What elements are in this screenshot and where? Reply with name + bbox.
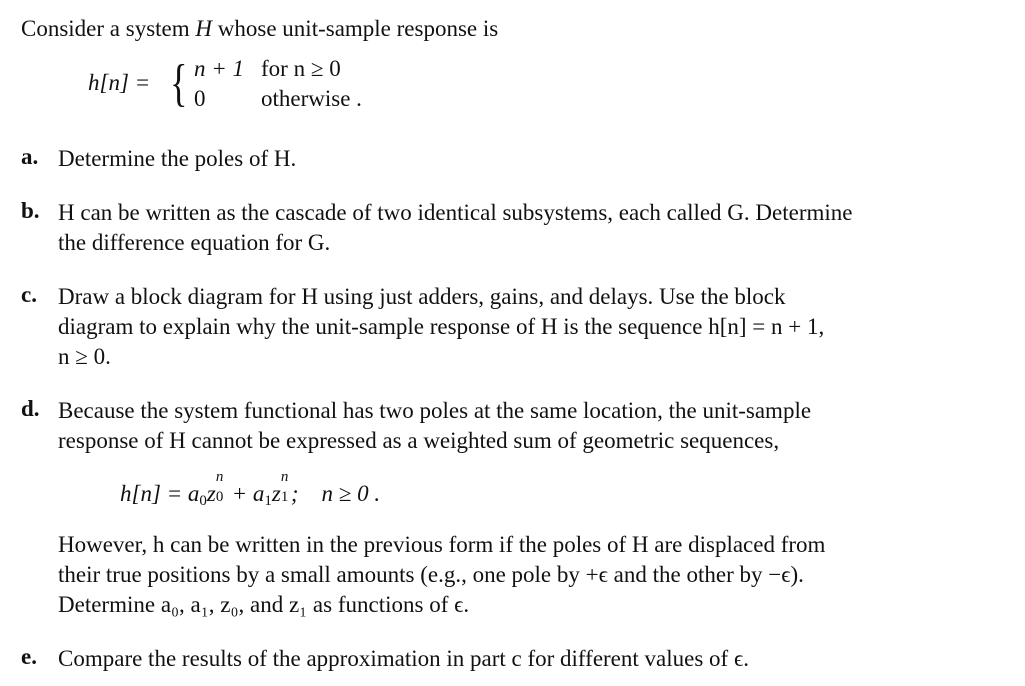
part-d-label: d.: [21, 396, 40, 421]
part-c-line3: n ≥ 0.: [58, 344, 111, 369]
piecewise-lhs: h[n] =: [88, 70, 151, 95]
piecewise-case2-value: 0: [194, 86, 206, 111]
intro-line: [21, 14, 498, 44]
part-e-text: Compare the results of the approximation in part c for different values of ϵ.: [58, 646, 750, 671]
eq-lhs: h[n] = a: [120, 481, 200, 506]
eq-a0-sub: 0: [199, 493, 207, 509]
intro-symbol: H: [195, 16, 213, 41]
part-b-label: b.: [21, 198, 40, 223]
piecewise-case1-value: n + 1: [194, 56, 245, 81]
piecewise-case2-condition: otherwise .: [261, 86, 362, 111]
eq-z0-sup: n: [215, 469, 224, 485]
part-c-line1: Draw a block diagram for H using just adders, gains, and delays. Use the block: [58, 284, 786, 309]
part-d-line3: However, h can be written in the previous form if the poles of H are displaced from: [58, 532, 826, 557]
part-a-text: Determine the poles of H.: [58, 146, 297, 171]
part-c-line2: diagram to explain why the unit-sample response of H is the sequence h[n] = n + 1,: [58, 314, 825, 339]
piecewise-brace: {: [170, 55, 188, 112]
part-d-line2: response of H cannot be expressed as a weighted sum of geometric sequences,: [58, 428, 780, 453]
eq-z0: z: [206, 481, 216, 506]
part-c-label: c.: [21, 282, 37, 307]
part-a-label: a.: [21, 144, 39, 169]
eq-z0-sub: 0: [215, 489, 224, 505]
eq-z1-sup: n: [280, 469, 289, 485]
eq-plus: + a: [231, 481, 265, 506]
intro-text-after: whose unit-sample response is: [217, 16, 499, 41]
part-d-equation: [120, 469, 381, 510]
eq-z1: z: [271, 481, 281, 506]
eq-a1-sub: 1: [264, 493, 272, 509]
eq-z1-sub: 1: [280, 489, 289, 505]
part-b-line2: the difference equation for G.: [58, 230, 331, 255]
part-b-line1: H can be written as the cascade of two identical subsystems, each called G. Determine: [58, 200, 853, 225]
part-d-line4: their true positions by a small amounts (e.g., one pole by +ϵ and the other by −ϵ).: [58, 562, 804, 587]
piecewise-case1-condition: for n ≥ 0: [261, 56, 341, 81]
part-e-label: e.: [21, 644, 37, 669]
intro-text-before: Consider a system: [21, 16, 190, 41]
eq-tail: ; n ≥ 0 .: [290, 481, 381, 506]
part-d-line1: Because the system functional has two poles at the same location, the unit-sample: [58, 398, 812, 423]
part-d-line5: Determine a₀, a₁, z₀, and z₁ as functions of ϵ.: [58, 592, 470, 617]
